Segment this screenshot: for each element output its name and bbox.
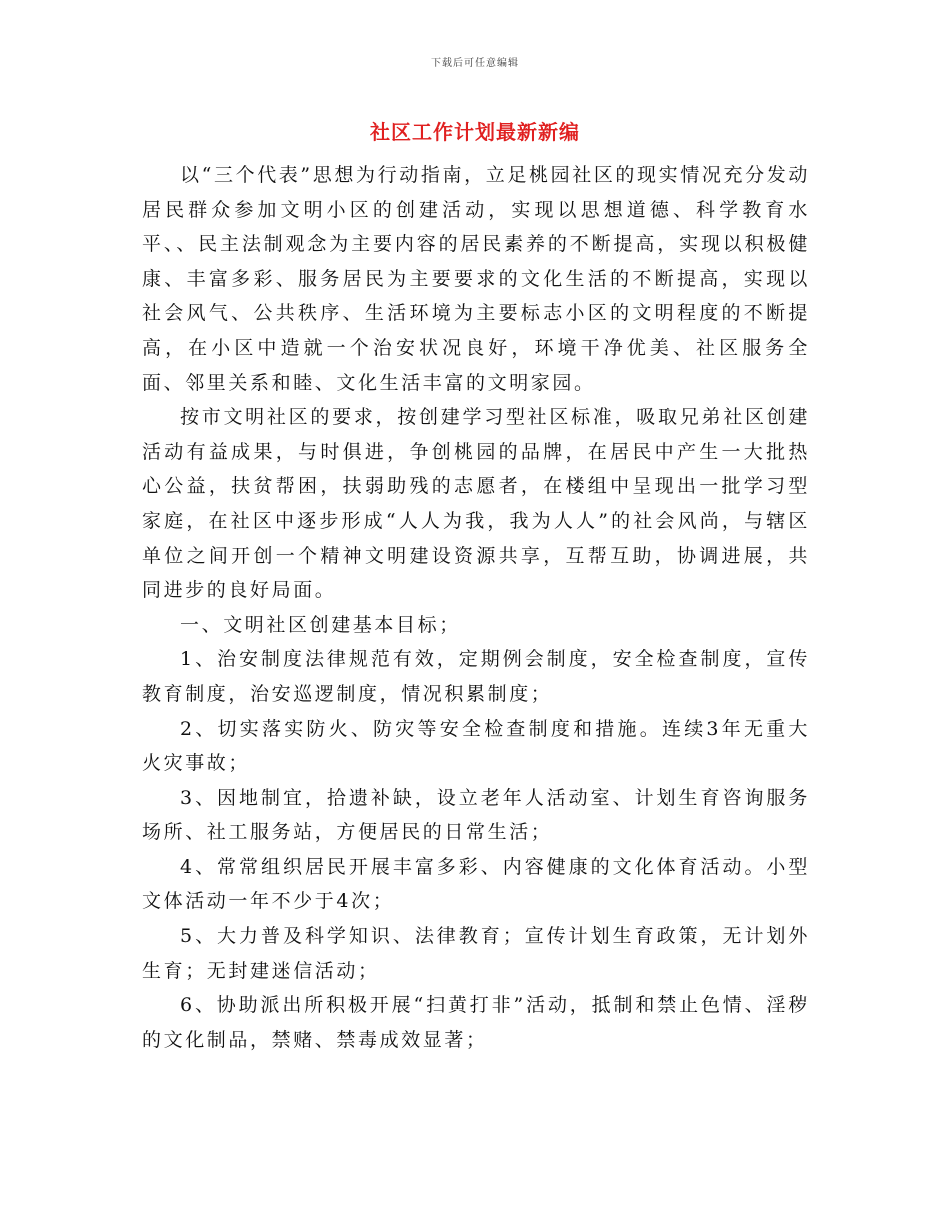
list-item-goal-3: 3、因地制宜，拾遗补缺，设立老年人活动室、计划生育咨询服务场所、社工服务站，方便居民的日常生活；: [142, 786, 810, 844]
document-body: [142, 158, 810, 1057]
list-item-goal-6: 6、协助派出所积极开展“扫黄打非”活动，抵制和禁止色情、淫秽的文化制品，禁赌、禁毒成效显著；: [142, 994, 810, 1051]
page-header: 下载后可任意编辑: [431, 58, 519, 69]
list-item-goal-1: 1、治安制度法律规范有效，定期例会制度，安全检查制度，宣传教育制度，治安巡逻制度，情况积累制度；: [142, 648, 810, 705]
list-item-goal-4: 4、常常组织居民开展丰富多彩、内容健康的文化体育活动。小型文体活动一年不少于4次；: [142, 855, 810, 913]
list-item-goal-2: 2、切实落实防火、防灾等安全检查制度和措施。连续3年无重大火灾事故；: [142, 717, 810, 775]
section-heading-goals: 一、文明社区创建基本目标；: [180, 613, 461, 636]
paragraph-requirements: 按市文明社区的要求，按创建学习型社区标准，吸取兄弟社区创建活动有益成果，与时俱进，争创桃园的品牌，在居民中产生一大批热心公益，扶贫帮困，扶弱助残的志愿者，在楼组中呈现出一批学习型家庭，在社区中逐步形成“人人为我，我为人人”的社会风尚，与辖区单位之间开创一个精神文明建设资源共享，互帮互助，协调进展，共同进步的良好局面。: [142, 406, 810, 602]
list-item-goal-5: 5、大力普及科学知识、法律教育；宣传计划生育政策，无计划外生育；无封建迷信活动；: [142, 925, 810, 982]
paragraph-intro: 以“三个代表”思想为行动指南，立足桃园社区的现实情况充分发动居民群众参加文明小区的创建活动，实现以思想道德、科学教育水平、、民主法制观念为主要内容的居民素养的不断提高，实现以积极健康、丰富多彩、服务居民为主要要求的文化生活的不断提高，实现以社会风气、公共秩序、生活环境为主要标志小区的文明程度的不断提高，在小区中造就一个治安状况良好，环境干净优美、社区服务全面、邻里关系和睦、文化生活丰富的文明家园。: [142, 164, 810, 394]
document-title: 社区工作计划最新新编: [370, 120, 580, 144]
